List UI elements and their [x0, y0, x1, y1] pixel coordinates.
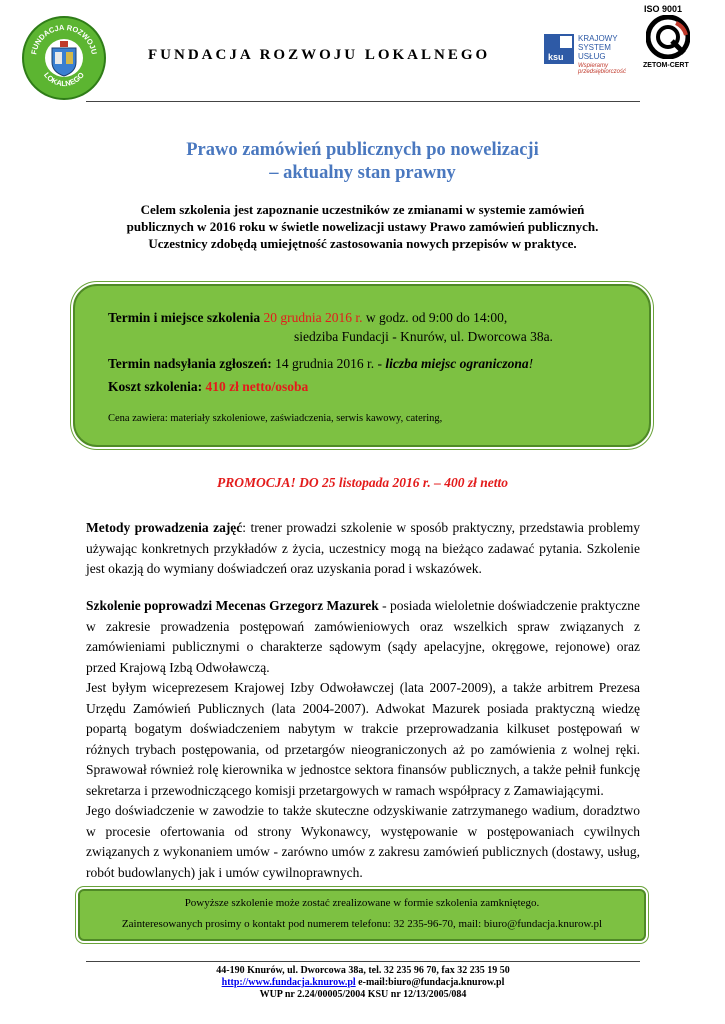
header-divider [86, 101, 640, 102]
cost-label: Koszt szkolenia: [108, 379, 203, 394]
title-line-2: – aktualny stan prawny [269, 163, 456, 183]
promotion-text: PROMOCJA! DO 25 listopada 2016 r. – 400 zł netto [216, 475, 509, 490]
footer-email: e-mail:biuro@fundacja.knurow.pl [355, 977, 505, 988]
footer-divider [86, 961, 640, 962]
foundation-logo [22, 16, 106, 100]
iso-certificate-icon [646, 15, 690, 59]
website-link[interactable]: http://www.fundacja.knurow.pl [221, 977, 356, 988]
footer-address: 44-190 Knurów, ul. Dworcowa 38a, tel. 32 235 96 70, fax 32 235 19 50 [216, 965, 510, 976]
title-line-1: Prawo zamówień publicznych po nowelizacji [186, 140, 539, 160]
ksu-line-1: KRAJOWY [578, 34, 618, 43]
footer-registry: WUP nr 2.24/00005/2004 KSU nr 12/13/2005/084 [259, 989, 467, 1000]
trainer-section [86, 596, 640, 883]
intro-text [75, 201, 650, 252]
trainer-text-2: Jest byłym wiceprezesem Krajowej Izby Odwoławczej (lata 2007-2009), a także arbitrem Prezesa Urzędu Zamówień Publicznych (lata 2004-2007). Adwokat Mazurek posiada praktyczną wiedzę popartą bogatym doświadczeniem nabytym w trakcie przeprowadzania kilkuset postępowań w różnych trybach postępowania, od przetargów nieograniczonych aż po zamówienia z wolnej ręki. Sprawował również rolę kierownika w jednostce sektora finansów publicznych, a także pełnił funkcję sekretarza i przewodniczącego komisji przetargowych w ramach współpracy z Zamawiającymi. [86, 680, 640, 798]
deadline-value: 14 grudnia 2016 r. - [275, 356, 383, 371]
ksu-abbr: ksu [548, 52, 564, 62]
trainer-text-3: Jego doświadczenie w zawodzie to także skuteczne odzyskiwanie zatrzymanego wadium, doradztwo w procesie ofertowania od strony Wykonawcy, występowanie w postępowaniach cywilnych związanych z wykonaniem umów - zarówno umów z zakresu zamówień publicznych (dostawy, usług, robót budowlanych) jak i umów cywilnoprawnych. [86, 803, 640, 880]
organization-name: FUNDACJA ROZWOJU LOKALNEGO [148, 47, 491, 63]
training-info-box [73, 284, 651, 447]
intro-line-2: publicznych w 2016 roku w świetle nowelizacji ustawy Prawo zamówień publicznych. [126, 219, 599, 234]
ksu-line-2: SYSTEM [578, 43, 611, 52]
trainer-text-1: - posiada wieloletnie doświadczenie praktyczne w zakresie prowadzenia postępowań zamówieniowych oraz wszelkich spraw związanych z zamówieniami publicznymi o charakterze sądowym (sądy apelacyjne, okręgowe, rejonowe) oraz przed Krajową Izbą Odwoławczą. [86, 598, 640, 675]
logo-text-bottom: LOKALNEGO [42, 70, 86, 89]
intro-line-3: Uczestnicy zdobędą umiejętność zastosowania nowych przepisów w praktyce. [148, 236, 577, 251]
methods-label: Metody prowadzenia zajęć [86, 520, 243, 535]
deadline-row [108, 355, 533, 372]
methods-paragraph [86, 518, 640, 580]
iso-cert-name: ZETOM-CERT [643, 62, 689, 69]
cost-row [108, 378, 308, 395]
logo-text-top: FUNDACJA ROZWOJU [29, 22, 99, 56]
ksu-line-3: USŁUG [578, 52, 606, 61]
closed-training-note: Powyższe szkolenie może zostać zrealizowane w formie szkolenia zamkniętego. [184, 897, 540, 909]
term-hours: w godz. od 9:00 do 14:00, [365, 310, 508, 325]
ksu-logo [544, 34, 627, 75]
trainer-label: Szkolenie poprowadzi Mecenas Grzegorz Mazurek [86, 598, 379, 613]
term-date: 20 grudnia 2016 r. [263, 310, 363, 325]
term-place: siedziba Fundacji - Knurów, ul. Dworcowa 38a. [294, 329, 553, 344]
term-row [108, 309, 507, 326]
contact-box [78, 889, 646, 941]
deadline-label: Termin nadsyłania zgłoszeń: [108, 356, 272, 371]
footer-contact [86, 977, 640, 989]
cost-value: 410 zł netto/osoba [205, 379, 309, 394]
ksu-tagline: Wspieramy przedsiębiorczość [578, 63, 627, 75]
deadline-note: liczba miejsc ograniczona [385, 356, 529, 371]
iso-label: ISO 9001 [644, 4, 683, 14]
methods-text: : trener prowadzi szkolenie w sposób praktyczny, przedstawia problemy używając konkretnych przykładów z życia, uczestnicy mogą na bieżąco zadawać pytania. Szkolenie jest okazją do wymiany doświadczeń oraz uzyskania porad i wskazówek. [86, 520, 640, 576]
deadline-end: ! [528, 356, 534, 371]
price-includes: Cena zawiera: materiały szkoleniowe, zaświadczenia, serwis kawowy, catering, [108, 413, 443, 424]
term-label: Termin i miejsce szkolenia [108, 310, 261, 325]
contact-note: Zainteresowanych prosimy o kontakt pod numerem telefonu: 32 235-96-70, mail: biuro@fundacja.knurow.pl [121, 918, 603, 930]
intro-line-1: Celem szkolenia jest zapoznanie uczestników ze zmianami w systemie zamówień [140, 202, 585, 217]
